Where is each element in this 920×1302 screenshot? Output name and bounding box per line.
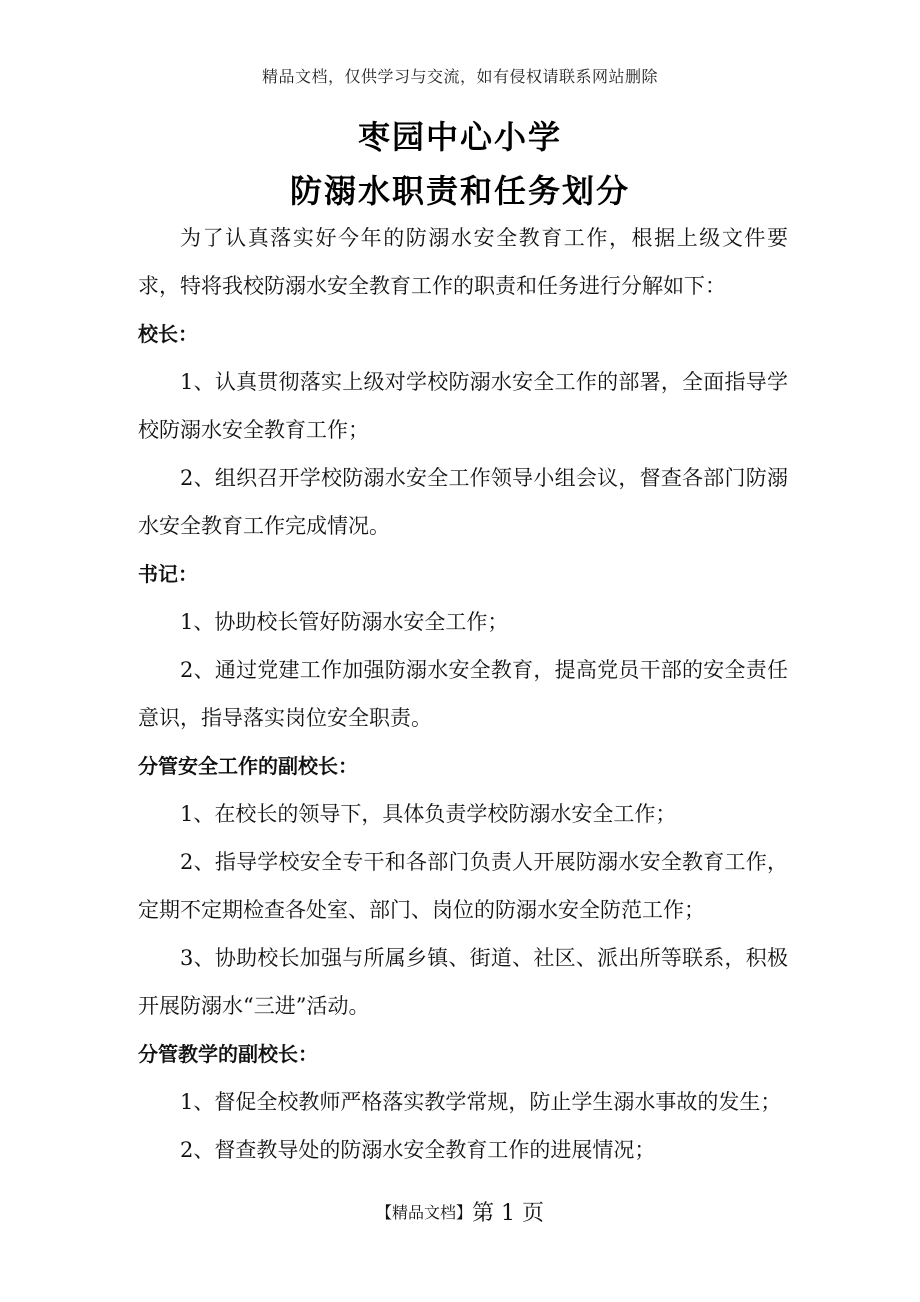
- duty-item: 1、认真贯彻落实上级对学校防溺水安全工作的部署，全面指导学校防溺水安全教育工作；: [138, 370, 788, 442]
- duty-item: 1、督促全校教师严格落实教学常规，防止学生溺水事故的发生；: [180, 1090, 782, 1114]
- section-heading-secretary: 书记：: [138, 562, 198, 586]
- header-note: 精品文档，仅供学习与交流，如有侵权请联系网站删除: [261, 67, 658, 86]
- page-number: 第 1 页: [472, 1201, 544, 1226]
- duty-item: 2、通过党建工作加强防溺水安全教育，提高党员干部的安全责任意识，指导落实岗位安全职责。: [138, 658, 788, 730]
- document-body: [138, 214, 788, 1174]
- document-title: 防溺水职责和任务划分: [289, 172, 630, 210]
- duty-item: 2、指导学校安全专干和各部门负责人开展防溺水安全教育工作，定期不定期检查各处室、部门、岗位的防溺水安全防范工作；: [138, 850, 788, 922]
- duty-item: 1、协助校长管好防溺水安全工作；: [180, 610, 509, 634]
- duty-item: 1、在校长的领导下，具体负责学校防溺水安全工作；: [180, 802, 677, 826]
- section-heading-teaching-vice-principal: 分管教学的副校长：: [138, 1042, 318, 1066]
- duty-item: 3、协助校长加强与所属乡镇、街道、社区、派出所等联系，积极开展防溺水“三进”活动。: [138, 946, 788, 1018]
- school-title: 枣园中心小学: [357, 118, 562, 156]
- section-heading-safety-vice-principal: 分管安全工作的副校长：: [138, 754, 358, 778]
- duty-item: 2、组织召开学校防溺水安全工作领导小组会议，督查各部门防溺水安全教育工作完成情况。: [138, 466, 788, 538]
- duty-item: 2、督查教导处的防溺水安全教育工作的进展情况；: [180, 1138, 656, 1162]
- footer-tag: 【精品文档】: [376, 1203, 473, 1222]
- page-footer: [0, 1196, 920, 1227]
- intro-paragraph: 为了认真落实好今年的防溺水安全教育工作，根据上级文件要求，特将我校防溺水安全教育工作的职责和任务进行分解如下：: [138, 226, 788, 298]
- section-heading-principal: 校长：: [138, 322, 198, 346]
